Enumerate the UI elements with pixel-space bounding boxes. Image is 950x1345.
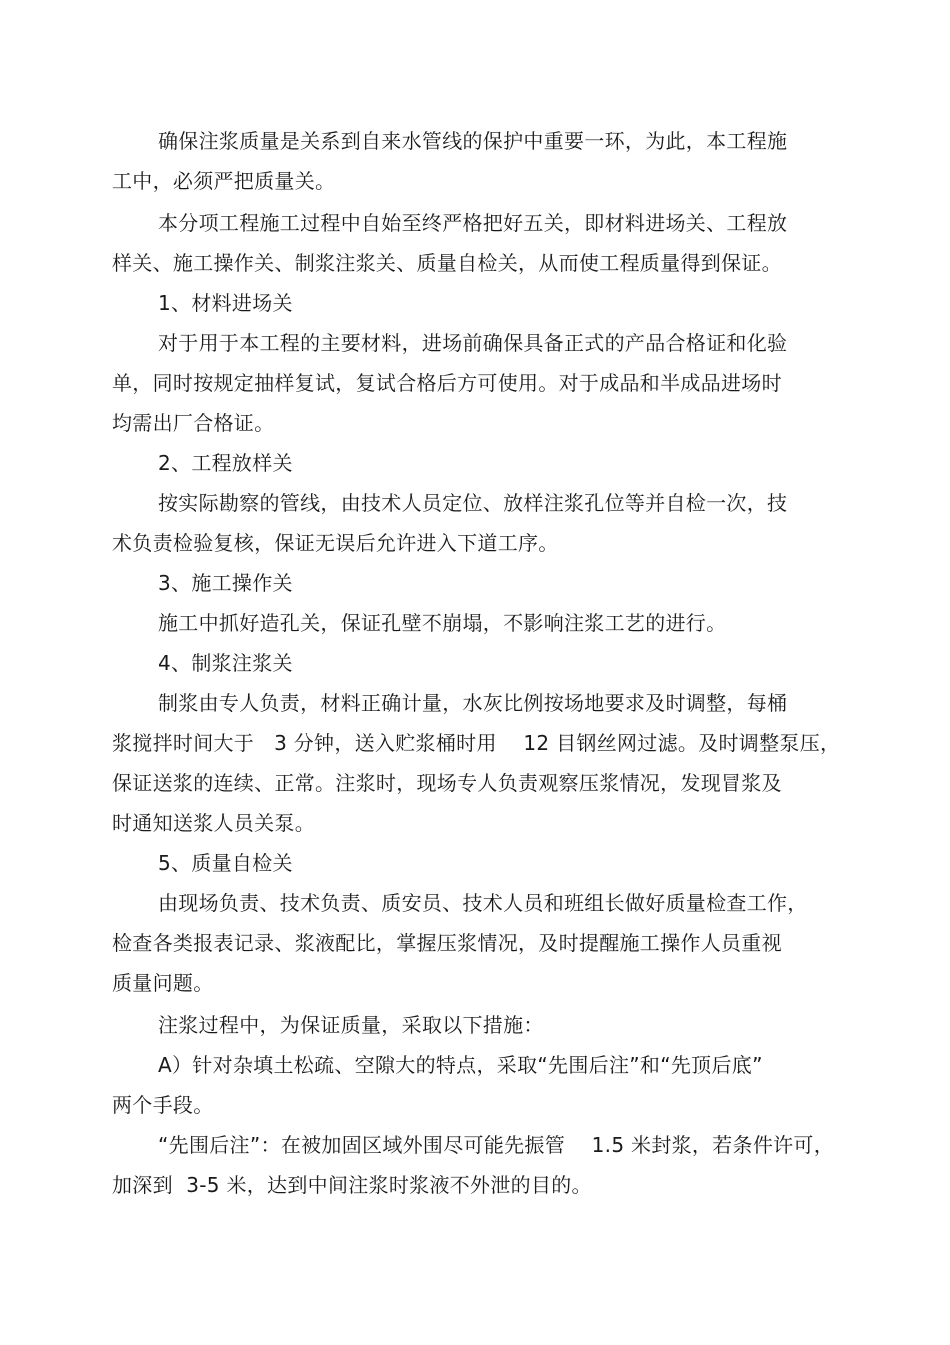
paragraph-line: 按实际勘察的管线，由技术人员定位、放样注浆孔位等并自检一次，技	[158, 491, 788, 515]
paragraph-line: 浆搅拌时间大于 3 分钟，送入贮浆桶时用 12 目钢丝网过滤。及时调整泵压，	[112, 731, 841, 755]
section-heading: 4、制浆注浆关	[158, 651, 293, 675]
section-heading: 5、质量自检关	[158, 851, 293, 875]
paragraph-line: 确保注浆质量是关系到自来水管线的保护中重要一环，为此，本工程施	[158, 129, 788, 153]
paragraph-line: A）针对杂填土松疏、空隙大的特点，采取“先围后注”和“先顶后底”	[158, 1053, 763, 1077]
paragraph-line: 加深到 3-5 米，达到中间注浆时浆液不外泄的目的。	[112, 1173, 592, 1197]
paragraph-line: 检查各类报表记录、浆液配比，掌握压浆情况，及时提醒施工操作人员重视	[112, 931, 782, 955]
section-heading: 3、施工操作关	[158, 571, 293, 595]
paragraph-line: 两个手段。	[112, 1093, 214, 1117]
paragraph-line: “先围后注”：在被加固区域外围尽可能先振管 1.5 米封浆，若条件许可，	[158, 1133, 835, 1157]
paragraph-line: 质量问题。	[112, 971, 214, 995]
paragraph-line: 制浆由专人负责，材料正确计量，水灰比例按场地要求及时调整，每桶	[158, 691, 788, 715]
section-heading: 1、材料进场关	[158, 291, 293, 315]
paragraph-line: 施工中抓好造孔关，保证孔壁不崩塌，不影响注浆工艺的进行。	[158, 611, 727, 635]
paragraph-line: 注浆过程中，为保证质量，采取以下措施：	[158, 1013, 544, 1037]
paragraph-line: 均需出厂合格证。	[112, 411, 275, 435]
paragraph-line: 时通知送浆人员关泵。	[112, 811, 315, 835]
paragraph-line: 样关、施工操作关、制浆注浆关、质量自检关，从而使工程质量得到保证。	[112, 251, 782, 275]
paragraph-line: 术负责检验复核，保证无误后允许进入下道工序。	[112, 531, 559, 555]
paragraph-line: 由现场负责、技术负责、质安员、技术人员和班组长做好质量检查工作，	[158, 891, 808, 915]
paragraph-line: 工中，必须严把质量关。	[112, 169, 336, 193]
section-heading: 2、工程放样关	[158, 451, 293, 475]
paragraph-line: 保证送浆的连续、正常。注浆时，现场专人负责观察压浆情况，发现冒浆及	[112, 771, 782, 795]
paragraph-line: 对于用于本工程的主要材料，进场前确保具备正式的产品合格证和化验	[158, 331, 788, 355]
paragraph-line: 本分项工程施工过程中自始至终严格把好五关，即材料进场关、工程放	[158, 211, 788, 235]
paragraph-line: 单，同时按规定抽样复试，复试合格后方可使用。对于成品和半成品进场时	[112, 371, 782, 395]
